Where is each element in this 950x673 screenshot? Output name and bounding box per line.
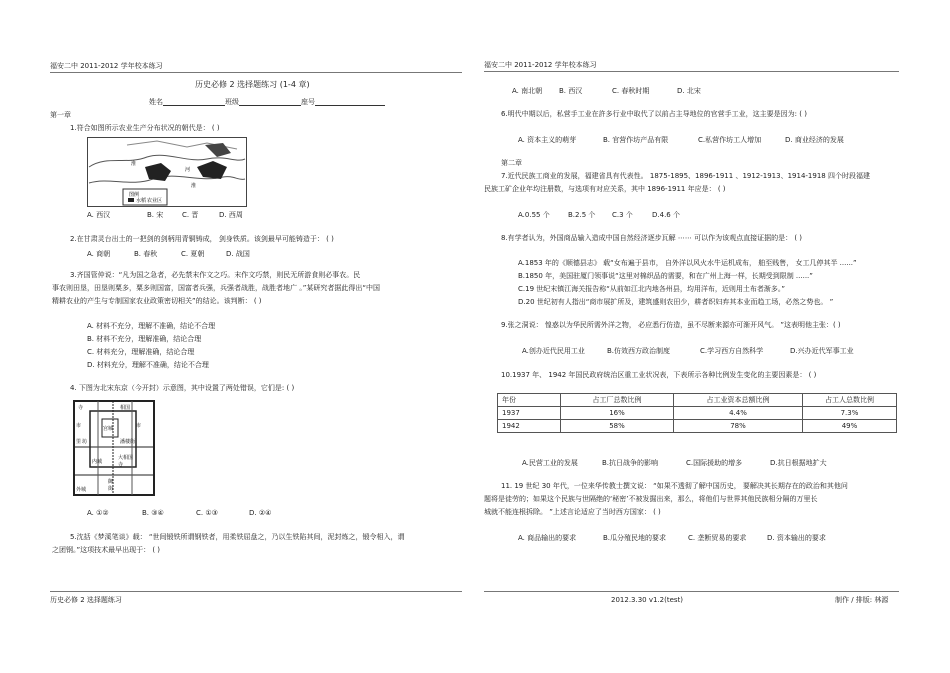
q10-cell-factories: 58%: [561, 420, 674, 433]
header-right: 福安二中 2011-2012 学年校本练习: [484, 61, 597, 69]
q4-label-2: 相国: [120, 405, 131, 411]
table-row: [498, 407, 897, 420]
q5-option-d[interactable]: D. 北宋: [677, 87, 701, 95]
q4-label-8: 大相国: [118, 455, 134, 461]
q4-outer-city: [74, 401, 154, 495]
q10-cell-workers: 7.3%: [803, 407, 897, 420]
q10-text: 10.1937 年、 1942 年国民政府统治区重工业状况表，下表所示各种比例发生变化的主要因素是： ( ): [501, 371, 817, 379]
seat-label: 座号: [301, 97, 315, 106]
q3-line-3: 精耕农业的产生与专制国家农业政策密切相关”的结论。该判断： ( ): [52, 297, 262, 305]
q11-option-a[interactable]: A. 商品输出的要求: [518, 534, 577, 542]
q7-option-b[interactable]: B.2.5 个: [568, 211, 596, 219]
q11-line-1: 11. 19 世纪 30 年代，一位来华传教士撰文说： “如果不透彻了解中国历史， 要解决其长期存在的政治和其他问: [501, 482, 848, 490]
q5-option-c[interactable]: C. 春秋时期: [612, 87, 650, 95]
q1-map-label-3: 淮: [191, 183, 197, 189]
header-left: 福安二中 2011-2012 学年校本练习: [50, 62, 163, 70]
q4-label-1: 寺: [78, 405, 84, 411]
page-title: 历史必修 2 选择题练习 (1-4 章): [195, 80, 310, 89]
q10-option-b[interactable]: B.抗日战争的影响: [602, 459, 659, 467]
q4-label-3: 市: [76, 423, 82, 429]
q1-map-label-1: 淮: [131, 161, 137, 167]
q10-table: [497, 393, 897, 433]
name-label: 姓名: [149, 97, 163, 106]
q11-option-c[interactable]: C. 垄断贸易的要求: [688, 534, 747, 542]
footer-credit: 制作 / 排版: 林源: [835, 596, 889, 604]
q1-legend-area: 农业区: [147, 198, 163, 204]
q2-option-a[interactable]: A. 商朝: [87, 250, 111, 258]
q9-option-b[interactable]: B.仿效西方政治制度: [607, 347, 671, 355]
q1-option-b[interactable]: B. 宋: [147, 211, 164, 219]
q4-label-5: 里: [76, 439, 82, 445]
q9-option-d[interactable]: D.兴办近代军事工业: [790, 347, 854, 355]
q4-option-a[interactable]: A. ①②: [87, 509, 109, 517]
q1-map-label-2: 河: [185, 167, 191, 173]
q4-option-b[interactable]: B. ③④: [142, 509, 164, 517]
q8-option-d[interactable]: D.20 世纪初有人指出“商市展扩所及，建筑盛则农田少，耕者织妇弃其本业而趋工场，必然之势也。 ”: [518, 298, 834, 306]
footer-left: 历史必修 2 选择题练习: [50, 596, 122, 604]
q10-header-capital: 占工业资本总额比例: [674, 394, 803, 407]
q8-option-a[interactable]: A.1853 年的《顺德县志》 载“女布遍于县市， 自外洋以风火水牛运机成布， 舶至贱售， 女工几停其半 ......”: [518, 259, 857, 267]
q11-option-b[interactable]: B.瓜分殖民地的要求: [603, 534, 667, 542]
q6-option-c[interactable]: C.私营作坊工人增加: [698, 136, 762, 144]
q8-option-c[interactable]: C.19 世纪末镇江海关报告称“从前如江北内地各州县，均用洋布，近则用土布者渐多。”: [518, 285, 785, 293]
q3-option-c[interactable]: C. 材料充分，理解准确，结论合理: [87, 348, 195, 356]
class-label: 班级: [225, 97, 239, 106]
q1-legend-title: 图例: [129, 192, 140, 198]
q10-option-a[interactable]: A.民营工业的发展: [522, 459, 578, 467]
chapter-2-heading: 第二章: [501, 159, 522, 167]
table-row: [498, 420, 897, 433]
q10-cell-year: 1942: [498, 420, 561, 433]
q5-line-2: 之团钢。”这项技术最早出现于： ( ): [52, 546, 161, 554]
q1-map: [87, 137, 247, 207]
q10-cell-capital: 78%: [674, 420, 803, 433]
footer-version: 2012.3.30 v1.2(test): [611, 596, 684, 604]
q4-label-4: 潘楼街: [120, 439, 136, 445]
q6-option-d[interactable]: D. 商业经济的发展: [785, 136, 844, 144]
header-left-rule: [50, 72, 462, 73]
q3-option-b[interactable]: B. 材料不充分，理解准确，结论合理: [87, 335, 202, 343]
q2-option-b[interactable]: B. 春秋: [134, 250, 158, 258]
chapter-1-heading: 第一章: [50, 111, 71, 119]
q4-label-7: 市: [136, 423, 142, 429]
name-field[interactable]: [163, 97, 225, 106]
q11-line-3: 城就不能连根拆除。 ”上述言论适应了当时西方国家： ( ): [484, 508, 661, 516]
q4-map: [70, 397, 158, 499]
q1-option-d[interactable]: D. 西周: [219, 211, 243, 219]
q10-option-d[interactable]: D.抗日根据地扩大: [770, 459, 827, 467]
q1-legend-swatch: [128, 198, 134, 202]
q5-option-b[interactable]: B. 西汉: [559, 87, 583, 95]
q11-option-d[interactable]: D. 资本输出的要求: [767, 534, 826, 542]
q10-header-factories: 占工厂总数比例: [561, 394, 674, 407]
q10-cell-factories: 16%: [561, 407, 674, 420]
q4-text: 4. 下图为北宋东京（今开封）示意图，其中设置了两处错误，它们是: ( ): [70, 384, 295, 392]
q4-label-6: 坊: [82, 439, 88, 445]
q2-text: 2.在甘肃灵台出土的一把剑的剑柄用青铜铸成， 剑身铁质。该剑最早可能铸造于： ( ): [70, 235, 334, 243]
q9-option-a[interactable]: A.创办近代民用工业: [522, 347, 585, 355]
q10-cell-workers: 49%: [803, 420, 897, 433]
q9-option-c[interactable]: C.学习西方自然科学: [700, 347, 764, 355]
student-info-row: [149, 97, 385, 106]
q7-line-2: 民族工矿企业年均注册数，与选项有对应关系，其中 1896-1911 年应是： ( ): [484, 185, 726, 193]
q10-cell-year: 1937: [498, 407, 561, 420]
q8-text: 8.有学者认为，外国商品输入造成中国自然经济逐步瓦解 ⋯⋯ 可以作为该观点直接证据的是： ( ): [501, 234, 803, 242]
q6-option-a[interactable]: A. 资本主义的萌芽: [518, 136, 577, 144]
q4-option-c[interactable]: C. ①③: [196, 509, 218, 517]
q6-option-b[interactable]: B. 官营作坊产品有限: [603, 136, 669, 144]
q4-label-9: 寺: [118, 462, 124, 468]
q1-option-c[interactable]: C. 晋: [182, 211, 199, 219]
q5-option-a[interactable]: A. 南北朝: [512, 87, 543, 95]
footer-right-rule: [484, 591, 899, 592]
q10-table-header-row: [498, 394, 897, 407]
q1-option-a[interactable]: A. 西汉: [87, 211, 111, 219]
class-field[interactable]: [239, 97, 301, 106]
q2-option-d[interactable]: D. 战国: [226, 250, 250, 258]
q10-cell-capital: 4.4%: [674, 407, 803, 420]
q4-label-12: 宫城: [103, 426, 114, 432]
q1-legend-rice: 水稻: [136, 198, 147, 204]
q7-option-d[interactable]: D.4.6 个: [652, 211, 680, 219]
q7-line-1: 7.近代民族工商业的发展，福建省具有代表性。 1875-1895、1896-1911 、1912-1913、1914-1918 四个时段福建: [501, 172, 870, 180]
q4-option-d[interactable]: D. ②④: [249, 509, 272, 517]
header-right-rule: [484, 71, 899, 72]
q10-option-c[interactable]: C.国际援助的增多: [686, 459, 743, 467]
q10-header-workers: 占工人总数比例: [803, 394, 897, 407]
q3-option-d[interactable]: D. 材料充分，理解不准确，结论不合理: [87, 361, 209, 369]
q3-line-2: 事农则田垦，田垦则粟多，粟多则国富，国富者兵强，兵强者战胜，战胜者地广 。”某研究者据此得出“中国: [52, 284, 380, 292]
q3-option-a[interactable]: A. 材料不充分，理解不准确，结论不合理: [87, 322, 216, 330]
q7-option-c[interactable]: C.3 个: [612, 211, 633, 219]
q4-label-11: 街: [108, 486, 114, 492]
q7-option-a[interactable]: A.0.55 个: [518, 211, 550, 219]
q4-label-10: 御: [108, 479, 114, 485]
q5-line-1: 5.沈括《梦溪笔谈》载： “世间锻铁所谓钢铁者，用柔铁屈盘之，乃以生铁陷其间，泥封炼之，锻令相入，谓: [70, 533, 405, 541]
q8-option-b[interactable]: B.1850 年，美国驻厦门领事说“这里对棉织品的需要，和在广州上海一样，长期受到限制 ......”: [518, 272, 813, 280]
q11-line-2: 题将是徒劳的；如果这个民族与世隔绝的‘秘密’不被发掘出来，那么，将他们与世界其他民族相分隔的万里长: [484, 495, 818, 503]
q1-text: 1.符合如图所示农业生产分布状况的朝代是： ( ): [70, 124, 220, 132]
q9-text: 9.张之洞说： 惶惑以为华民所需外洋之物， 必应悉行仿造，虽不尽断来源亦可渐开风气。 ”这表明他主张：( ): [501, 321, 841, 329]
q2-option-c[interactable]: C. 夏朝: [181, 250, 205, 258]
q10-header-year: 年份: [498, 394, 561, 407]
q4-label-13: 内城: [92, 459, 103, 465]
q3-line-1: 3.齐国管仲说：“凡为国之急者，必先禁末作文之巧。末作文巧禁，则民无所游食则必事农。民: [70, 271, 361, 279]
footer-left-rule: [50, 591, 462, 592]
seat-field[interactable]: [315, 97, 385, 106]
q4-label-14: 外城: [76, 487, 87, 493]
q6-text: 6.明代中期以后，私营手工业在許多行业中取代了以前占主导地位的官营手工业，这主要是因为: ( ): [501, 110, 807, 118]
